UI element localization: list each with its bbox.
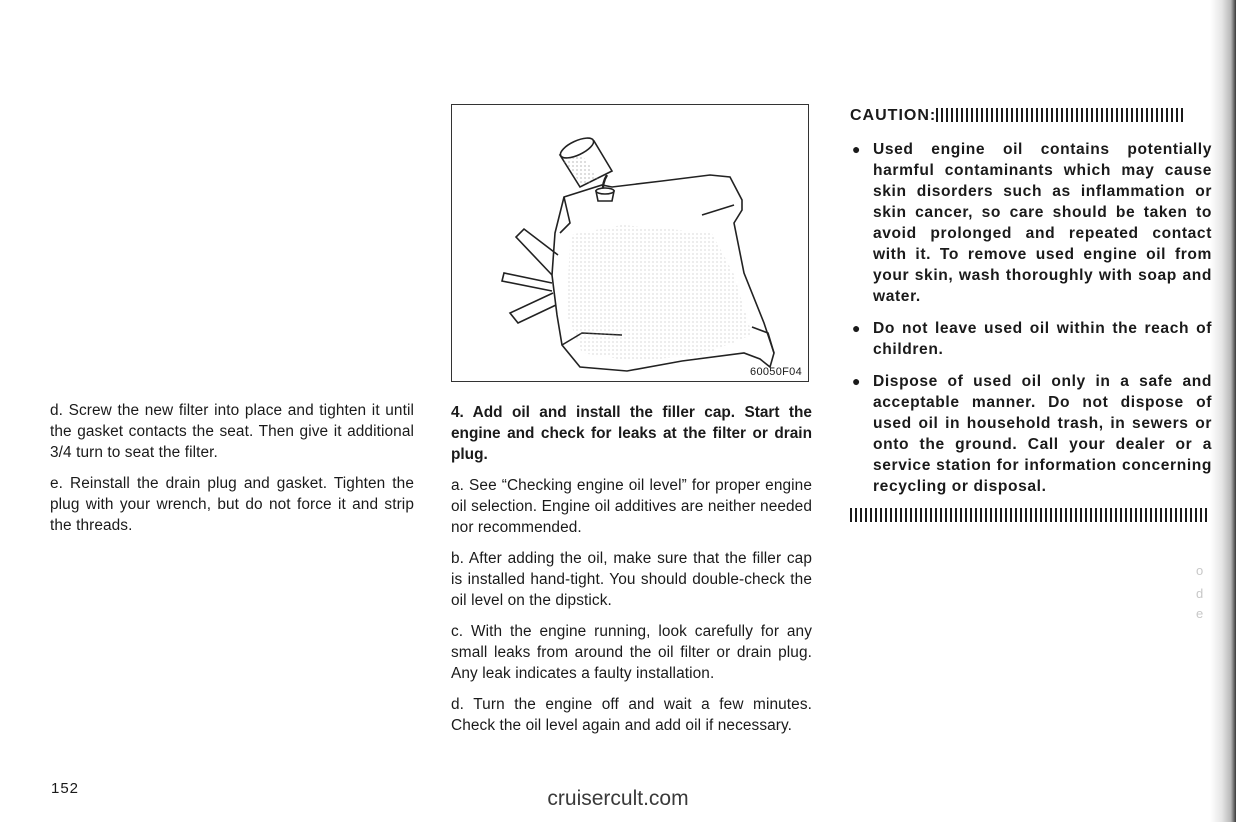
oil-filling-illustration: [451, 104, 809, 382]
instruction-e-reinstall-plug: e. Reinstall the drain plug and gasket. Tighten the plug with your wrench, but do not force it and strip the threads.: [50, 475, 414, 534]
instruction-c-check-leaks: c. With the engine running, look carefully for any small leaks from around the oil filter or drain plug. Any leak indicates a faulty installation.: [451, 623, 812, 682]
left-column: [50, 400, 414, 546]
page-number: 152: [51, 780, 80, 797]
caution-box: [850, 107, 1212, 522]
engine-oil-pour-drawing: [452, 105, 810, 383]
bullet-icon: ●: [852, 320, 862, 336]
caution-item-text: Do not leave used oil within the reach of children.: [873, 320, 1212, 358]
edge-mark: e: [1196, 606, 1204, 621]
engine-shading: [567, 225, 752, 361]
bullet-icon: ●: [852, 141, 862, 157]
figure-code: 60050F04: [750, 366, 802, 378]
caution-bar-rule: [936, 108, 1186, 122]
step-4-heading: 4. Add oil and install the filler cap. Start the engine and check for leaks at the filter or drain plug.: [451, 404, 812, 463]
caution-heading: [850, 107, 1212, 129]
instruction-a-check-level: a. See “Checking engine oil level” for proper engine oil selection. Engine oil additives are neither needed nor recommended.: [451, 477, 812, 536]
caution-title-text: CAUTION:: [850, 107, 937, 124]
instruction-b-filler-cap: b. After adding the oil, make sure that the filler cap is installed hand-tight. You should double-check the oil level on the dipstick.: [451, 550, 812, 609]
filler-neck: [596, 188, 614, 201]
caution-item-text: Dispose of used oil only in a safe and acceptable manner. Do not dispose of used oil in household trash, in sewers or onto the ground. Call your dealer or a service station for information concerning recycling or disposal.: [873, 373, 1212, 495]
caution-item: [850, 318, 1212, 360]
oil-can: [558, 134, 612, 193]
middle-column: [451, 402, 812, 746]
watermark: cruisercult.com: [547, 787, 689, 810]
caution-item-text: Used engine oil contains potentially harmful contaminants which may cause skin disorders such as inflammation or skin cancer, so care should be taken to avoid prolonged and repeated contact with it. To remove used engine oil from your skin, wash thoroughly with soap and water.: [873, 141, 1212, 305]
instruction-d-screw-filter: d. Screw the new filter into place and tighten it until the gasket contacts the seat. Then give it additional 3/4 turn to seat the filter.: [50, 402, 414, 461]
edge-mark: o: [1196, 563, 1204, 578]
bullet-icon: ●: [852, 373, 862, 389]
caution-item: [850, 371, 1212, 497]
caution-item: [850, 139, 1212, 307]
edge-mark: d: [1196, 586, 1204, 601]
fan-blades: [502, 229, 558, 323]
caution-list: [850, 139, 1212, 497]
instruction-d-recheck-level: d. Turn the engine off and wait a few minutes. Check the oil level again and add oil if necessary.: [451, 696, 812, 734]
caution-end-rule: [850, 508, 1210, 522]
